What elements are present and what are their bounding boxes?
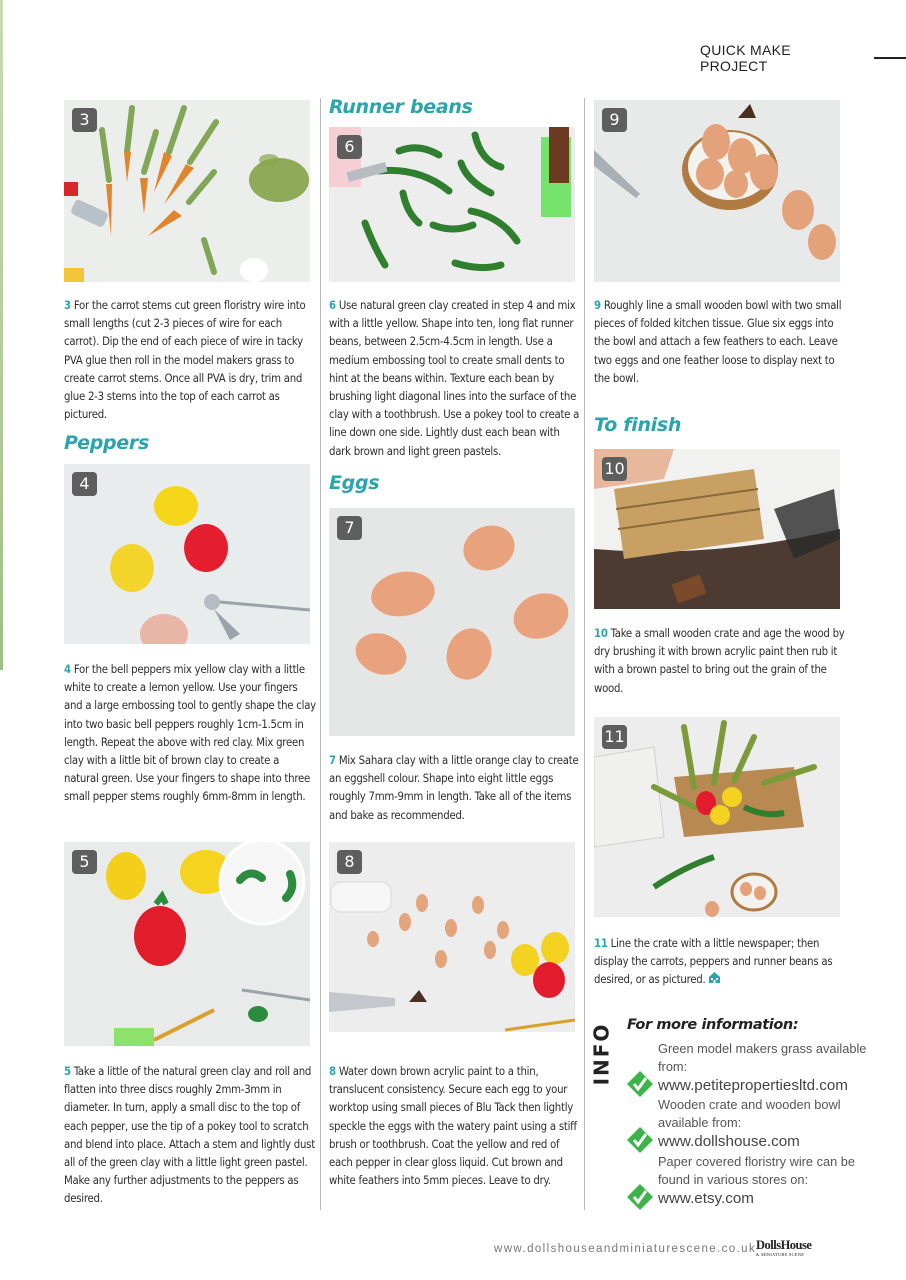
step-4-text [64,661,316,807]
step-11-text [594,935,846,990]
step-8-badge: 8 [337,850,362,874]
section-heading-peppers: Peppers [64,432,149,454]
step-7-badge: 7 [337,516,362,540]
step-4-number: 4 [64,663,71,676]
info-item-desc: Wooden crate and wooden bowl available from: [658,1097,841,1130]
step-8-text [329,1063,581,1190]
section-heading-to-finish: To finish [594,414,682,436]
step-7-photo [329,508,575,736]
wooden-crate-illustration [594,449,840,609]
step-7-body: Mix Sahara clay with a little orange clay to create an eggshell colour. Shape into eight little eggs roughly 7mm-9mm in length. Take all of the items and bake as recommended. [329,754,579,822]
step-11-number: 11 [594,937,608,950]
step-7-text [329,752,581,825]
info-link-etsy[interactable]: www.etsy.com [658,1190,754,1207]
step-3-photo [64,100,310,282]
info-title: For more information: [627,1017,799,1033]
logo-sub: & MINIATURE SCENE [756,1252,805,1257]
step-5-body: Take a little of the natural green clay and roll and flatten into three discs roughly 2mm-3mm in diameter. In turn, apply a small disc to the top of each pepper, use the tip of a pokey tool to scratch and blend into place. Attach a stem and lightly dust all of the green clay with a little light green pastel. Make any further adjustments to the peppers as desired. [64,1065,315,1206]
info-link-petiteproperties[interactable]: www.petitepropertiesltd.com [658,1077,848,1094]
step-6-photo [329,127,575,282]
step-9-badge: 9 [602,108,627,132]
step-10-body: Take a small wooden crate and age the wood by dry brushing it with brown acrylic paint then rub it with a brown pastel to bring out the grain of the wood. [594,627,845,695]
step-9-photo [594,100,840,282]
step-6-text [329,297,581,461]
info-item-wire [658,1153,868,1209]
step-5-photo [64,842,310,1046]
dollshouse-end-icon [708,971,721,984]
speckled-eggs-illustration [329,842,575,1032]
step-9-text [594,297,846,388]
info-label: INFO [589,1022,614,1086]
running-head-rule [874,57,906,59]
logo-main: DollsHouse [756,1238,812,1252]
step-7-number: 7 [329,754,336,767]
column-divider-2 [584,98,585,1210]
column-divider-1 [320,98,321,1210]
check-icon [626,1126,654,1154]
footer-url[interactable]: www.dollshouseandminiaturescene.co.uk [494,1243,757,1255]
info-item-desc: Green model makers grass available from: [658,1041,867,1074]
step-11-photo [594,717,840,917]
step-10-number: 10 [594,627,608,640]
step-6-number: 6 [329,299,336,312]
step-4-body: For the bell peppers mix yellow clay with a little white to create a lemon yellow. Use your fingers and a large embossing tool to gently shape the clay into two basic bell peppers roughly 1cm-1.5cm in length. Repeat the above with red clay. Mix green clay with a little bit of brown clay to create a natural green. Use your fingers to shape into three small pepper stems roughly 6mm-8mm in length. [64,663,316,804]
info-item-desc: Paper covered floristry wire can be found in various stores on: [658,1154,856,1187]
step-5-badge: 5 [72,850,97,874]
step-10-photo [594,449,840,609]
step-8-body: Water down brown acrylic paint to a thin, translucent consistency. Secure each egg to your worktop using small pieces of Blu Tack then lightly speckle the eggs with the watery paint using a stiff brush or toothbrush. Coat the yellow and red of each pepper in clear gloss liquid. Cut brown and white feathers into 5mm pieces. Leave to dry. [329,1065,577,1188]
step-9-number: 9 [594,299,601,312]
carrots-illustration [64,100,310,282]
step-3-badge: 3 [72,108,97,132]
section-heading-eggs: Eggs [329,472,380,494]
step-10-badge: 10 [602,457,627,481]
step-8-number: 8 [329,1065,336,1078]
step-10-text [594,625,846,698]
finished-crate-illustration [594,717,840,917]
step-5-text [64,1063,316,1209]
runner-beans-illustration [329,127,575,282]
peppers-illustration [64,464,310,644]
step-11-badge: 11 [602,725,627,749]
step-5-number: 5 [64,1065,71,1078]
step-3-number: 3 [64,299,71,312]
step-3-text [64,297,316,424]
step-4-badge: 4 [72,472,97,496]
step-6-body: Use natural green clay created in step 4 and mix with a little yellow. Shape into ten, long flat runner beans, between 2.5cm-4.5cm in length. Use a medium embossing tool to create small dents to hint at the beans within. Texture each bean by brushing light diagonal lines into the surface of the clay with a toothbrush. Use a pokey tool to create a line down one side. Lightly dust each bean with dark brown and light green pastels. [329,299,580,458]
info-box [589,1012,872,1212]
info-item-grass [658,1040,868,1096]
step-3-body: For the carrot stems cut green floristry wire into small lengths (cut 2-3 pieces of wire for each carrot). Dip the end of each piece of wire in tacky PVA glue then roll in the model makers grass to create carrot stems. Once all PVA is dry, trim and glue 2-3 stems into the top of each carrot as pictured. [64,299,306,422]
page-edge-strip [0,0,3,670]
step-9-body: Roughly line a small wooden bowl with two small pieces of folded kitchen tissue. Glue six eggs into the bowl and attach a few feathers to each. Leave two eggs and one feather loose to display next to the bowl. [594,299,842,385]
info-item-crate [658,1096,868,1152]
step-6-badge: 6 [337,135,362,159]
check-icon [626,1183,654,1211]
check-icon [626,1070,654,1098]
peppers-stems-illustration [64,842,310,1046]
step-4-photo [64,464,310,644]
section-heading-runner-beans: Runner beans [329,96,473,118]
clay-eggs-illustration [329,508,575,736]
magazine-logo [756,1240,811,1260]
egg-bowl-illustration [594,100,840,282]
running-head [700,42,906,74]
running-head-text: QUICK MAKE PROJECT [700,42,791,74]
step-8-photo [329,842,575,1032]
info-link-dollshouse[interactable]: www.dollshouse.com [658,1133,800,1150]
step-11-body: Line the crate with a little newspaper; then display the carrots, peppers and runner beans as desired, or as pictured. [594,937,833,987]
